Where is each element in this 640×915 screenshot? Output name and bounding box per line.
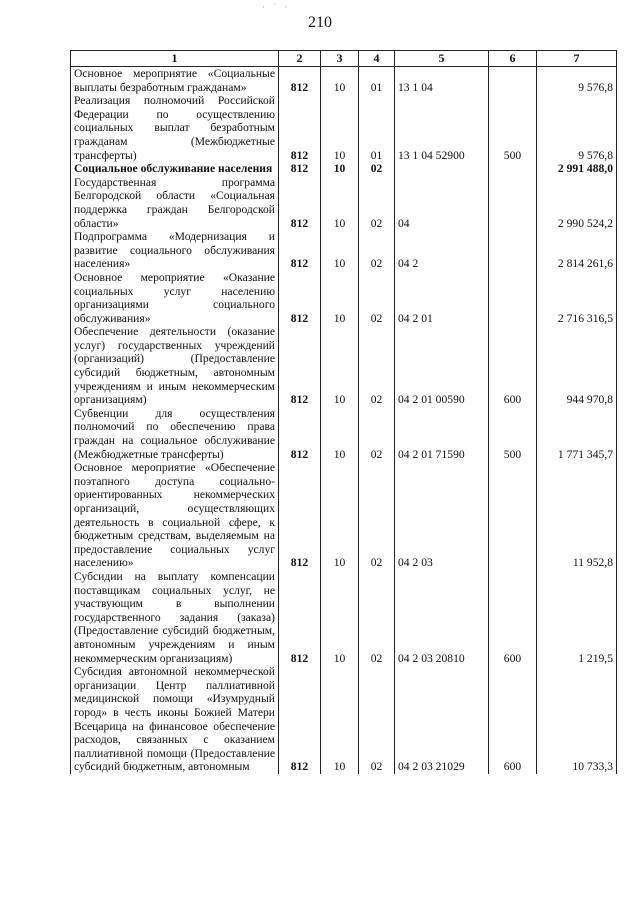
table-header-row xyxy=(71,51,617,67)
subsection-code-cell: 02 xyxy=(359,570,395,665)
target-article-cell: 13 1 04 52900 xyxy=(395,94,489,162)
expense-type-cell: 600 xyxy=(489,570,537,665)
column-header: 6 xyxy=(489,51,537,67)
row-name-cell: Основное мероприятие «Обеспечение поэтапного доступа социально-ориентированных некоммерческих организаций, осуществляющих деятельность в социальной сфере, к бюджетным средствам, выделяемым на предоставление социальных услуг населению» xyxy=(71,461,279,570)
table-row xyxy=(71,67,617,95)
section-code-cell: 10 xyxy=(321,162,359,176)
grbs-code-cell: 812 xyxy=(279,230,321,271)
section-code-cell: 10 xyxy=(321,176,359,230)
expense-type-cell: 500 xyxy=(489,407,537,461)
row-name-cell: Субсидия автономной некоммерческой организации Центр паллиативной медицинской помощи «Изумрудный город» в честь иконы Божией Матери Всецарица на финансовое обеспечение расходов, связанных с оказанием паллиативной помощи (Предоставление субсидий бюджетным, автономным xyxy=(71,665,279,774)
subsection-code-cell: 02 xyxy=(359,176,395,230)
table-row xyxy=(71,570,617,665)
amount-cell: 10 733,3 xyxy=(537,665,617,774)
subsection-code-cell: 01 xyxy=(359,67,395,95)
row-name-cell: Основное мероприятие «Социальные выплаты безработным гражданам» xyxy=(71,67,279,95)
target-article-cell: 04 2 03 xyxy=(395,461,489,570)
table-row xyxy=(71,461,617,570)
amount-cell: 11 952,8 xyxy=(537,461,617,570)
expense-type-cell xyxy=(489,67,537,95)
subsection-code-cell: 02 xyxy=(359,271,395,325)
section-code-cell: 10 xyxy=(321,94,359,162)
expense-type-cell xyxy=(489,162,537,176)
column-header: 7 xyxy=(537,51,617,67)
expense-type-cell: 600 xyxy=(489,665,537,774)
table-row xyxy=(71,325,617,407)
row-name-cell: Государственная программа Белгородской области «Социальная поддержка граждан Белгородской области» xyxy=(71,176,279,230)
grbs-code-cell: 812 xyxy=(279,407,321,461)
grbs-code-cell: 812 xyxy=(279,325,321,407)
grbs-code-cell: 812 xyxy=(279,162,321,176)
subsection-code-cell: 02 xyxy=(359,325,395,407)
section-code-cell: 10 xyxy=(321,230,359,271)
column-header: 1 xyxy=(71,51,279,67)
grbs-code-cell: 812 xyxy=(279,176,321,230)
section-code-cell: 10 xyxy=(321,407,359,461)
scan-specks: · ˙ · xyxy=(262,2,291,12)
expense-type-cell xyxy=(489,461,537,570)
column-header: 4 xyxy=(359,51,395,67)
budget-table xyxy=(70,50,617,774)
target-article-cell: 04 2 01 71590 xyxy=(395,407,489,461)
section-code-cell: 10 xyxy=(321,325,359,407)
expense-type-cell xyxy=(489,271,537,325)
amount-cell: 1 771 345,7 xyxy=(537,407,617,461)
grbs-code-cell: 812 xyxy=(279,94,321,162)
row-name-cell: Социальное обслуживание населения xyxy=(71,162,279,176)
section-code-cell: 10 xyxy=(321,570,359,665)
row-name-cell: Субвенции для осуществления полномочий по обеспечению права граждан на социальное обслуживание (Межбюджетные трансферты) xyxy=(71,407,279,461)
subsection-code-cell: 02 xyxy=(359,162,395,176)
row-name-cell: Подпрограмма «Модернизация и развитие социального обслуживания населения» xyxy=(71,230,279,271)
table-row xyxy=(71,271,617,325)
expense-type-cell: 600 xyxy=(489,325,537,407)
target-article-cell: 04 xyxy=(395,176,489,230)
column-header: 5 xyxy=(395,51,489,67)
table-row xyxy=(71,665,617,774)
row-name-cell: Основное мероприятие «Оказание социальных услуг населению организациями социального обслуживания» xyxy=(71,271,279,325)
amount-cell: 2 716 316,5 xyxy=(537,271,617,325)
target-article-cell: 04 2 01 xyxy=(395,271,489,325)
section-code-cell: 10 xyxy=(321,461,359,570)
amount-cell: 2 990 524,2 xyxy=(537,176,617,230)
target-article-cell: 13 1 04 xyxy=(395,67,489,95)
grbs-code-cell: 812 xyxy=(279,67,321,95)
grbs-code-cell: 812 xyxy=(279,461,321,570)
page-number: 210 xyxy=(308,14,332,31)
column-header: 2 xyxy=(279,51,321,67)
table-row xyxy=(71,230,617,271)
section-code-cell: 10 xyxy=(321,665,359,774)
target-article-cell: 04 2 03 21029 xyxy=(395,665,489,774)
subsection-code-cell: 02 xyxy=(359,461,395,570)
target-article-cell: 04 2 03 20810 xyxy=(395,570,489,665)
subsection-code-cell: 01 xyxy=(359,94,395,162)
grbs-code-cell: 812 xyxy=(279,271,321,325)
amount-cell: 2 814 261,6 xyxy=(537,230,617,271)
subsection-code-cell: 02 xyxy=(359,665,395,774)
section-code-cell: 10 xyxy=(321,67,359,95)
target-article-cell: 04 2 01 00590 xyxy=(395,325,489,407)
table-row xyxy=(71,94,617,162)
expense-type-cell xyxy=(489,230,537,271)
expense-type-cell xyxy=(489,176,537,230)
table-row xyxy=(71,162,617,176)
grbs-code-cell: 812 xyxy=(279,665,321,774)
target-article-cell: 04 2 xyxy=(395,230,489,271)
row-name-cell: Обеспечение деятельности (оказание услуг) государственных учреждений (организаций) (Предоставление субсидий бюджетным, автономным учреждениям и иным некоммерческим организациям) xyxy=(71,325,279,407)
row-name-cell: Реализация полномочий Российской Федерации по осуществлению социальных выплат безработным гражданам (Межбюджетные трансферты) xyxy=(71,94,279,162)
amount-cell: 1 219,5 xyxy=(537,570,617,665)
target-article-cell xyxy=(395,162,489,176)
table-body xyxy=(71,67,617,774)
amount-cell: 9 576,8 xyxy=(537,67,617,95)
column-header: 3 xyxy=(321,51,359,67)
table-row xyxy=(71,407,617,461)
section-code-cell: 10 xyxy=(321,271,359,325)
row-name-cell: Субсидии на выплату компенсации поставщикам социальных услуг, не участвующим в выполнении государственного задания (заказа) (Предоставление субсидий бюджетным, автономным учреждениям и иным некоммерческим организациям) xyxy=(71,570,279,665)
amount-cell: 9 576,8 xyxy=(537,94,617,162)
subsection-code-cell: 02 xyxy=(359,407,395,461)
grbs-code-cell: 812 xyxy=(279,570,321,665)
table-row xyxy=(71,176,617,230)
amount-cell: 944 970,8 xyxy=(537,325,617,407)
amount-cell: 2 991 488,0 xyxy=(537,162,617,176)
expense-type-cell: 500 xyxy=(489,94,537,162)
subsection-code-cell: 02 xyxy=(359,230,395,271)
